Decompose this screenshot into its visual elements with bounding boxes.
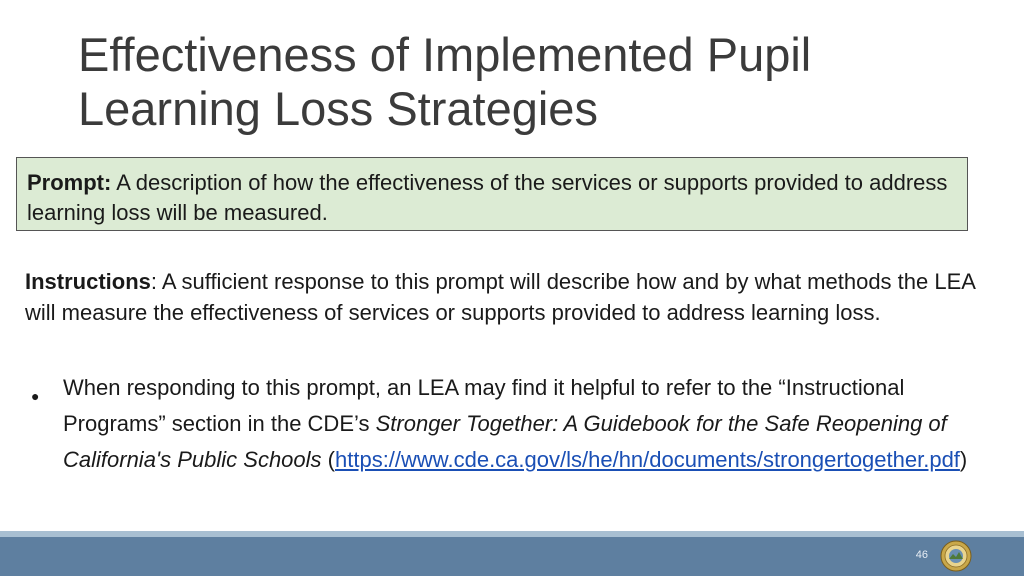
guidebook-link[interactable]: https://www.cde.ca.gov/ls/he/hn/documents/strongertogether.pdf [335, 447, 960, 472]
title-line-1: Effectiveness of Implemented Pupil [78, 28, 812, 81]
title-line-2: Learning Loss Strategies [78, 82, 598, 135]
slide-title [78, 28, 978, 136]
page-number: 46 [915, 549, 928, 561]
footer-bar [0, 537, 1024, 576]
prompt-text: A description of how the effectiveness of the services or supports provided to address learning loss will be measured. [27, 170, 948, 225]
california-seal-icon [940, 540, 972, 572]
instructions-text: : A sufficient response to this prompt will describe how and by what methods the LEA will measure the effectiveness of services or supports provided to address learning loss. [25, 269, 975, 325]
guidebook-title: Stronger Together: A Guidebook for the Safe Reopening of California's Public Schools [63, 411, 947, 472]
instructions-label: Instructions [25, 269, 151, 294]
bullet-text [63, 370, 987, 478]
prompt-box [16, 157, 968, 231]
instructions-paragraph [25, 266, 995, 328]
bullet-dot-icon: ● [31, 388, 40, 404]
prompt-label: Prompt: [27, 170, 112, 195]
bullet-open-paren: ( [321, 447, 335, 472]
bullet-text-lead: When responding to this prompt, an LEA may find it helpful to refer to the “Instructional Programs” section in the CDE’s [63, 375, 905, 436]
bullet-item [27, 370, 987, 478]
bullet-close-paren: ) [959, 447, 968, 472]
